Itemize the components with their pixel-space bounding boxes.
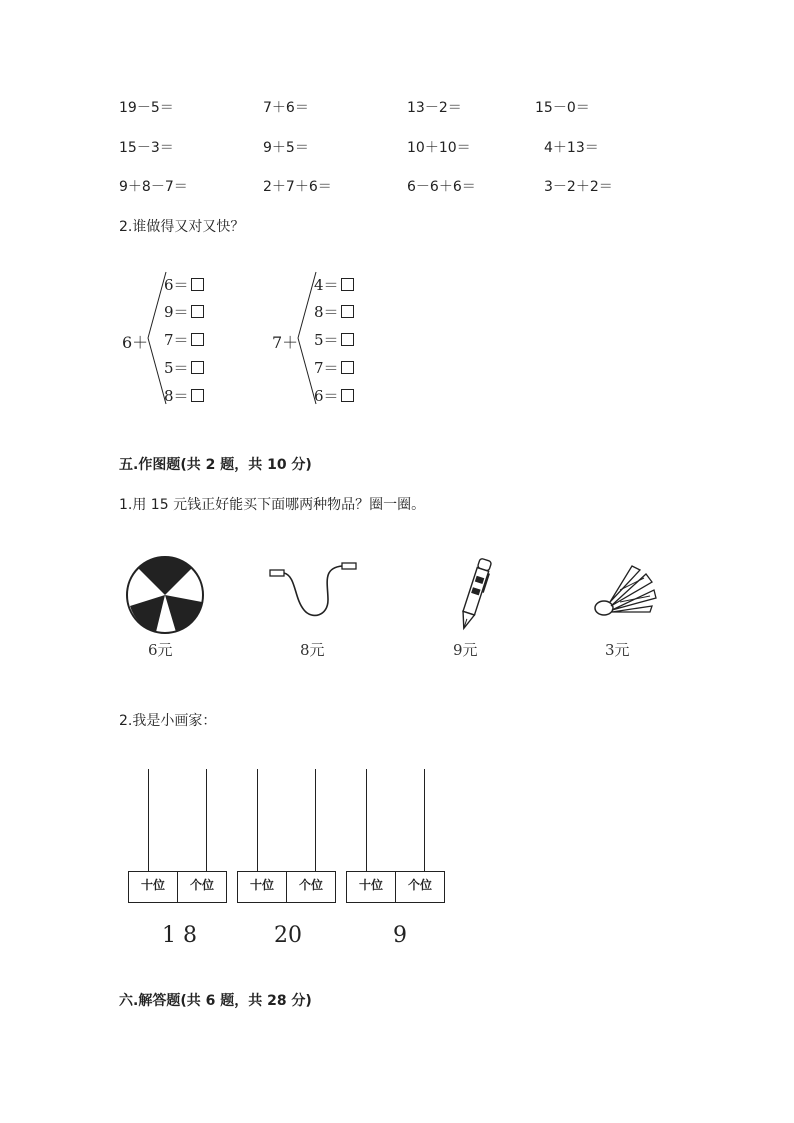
fan-item: 4＝ bbox=[314, 274, 354, 295]
fan-item: 6＝ bbox=[314, 385, 354, 406]
place-value-number: 9 bbox=[393, 923, 407, 948]
place-value-table bbox=[237, 871, 335, 903]
pen-icon[interactable] bbox=[452, 554, 496, 640]
fan-base: 7＋ bbox=[272, 333, 299, 352]
price-label: 3元 bbox=[605, 641, 630, 659]
fan-item: 9＝ bbox=[164, 301, 204, 322]
equation: 4＋13＝ bbox=[544, 140, 599, 156]
jump-rope-icon[interactable] bbox=[266, 558, 360, 620]
price-label: 9元 bbox=[453, 641, 478, 659]
equation: 3－2＋2＝ bbox=[544, 179, 613, 195]
tens-rod[interactable] bbox=[366, 769, 367, 871]
place-value-frame bbox=[128, 769, 228, 904]
answer-box[interactable] bbox=[341, 389, 354, 402]
equation: 9＋8－7＝ bbox=[119, 179, 188, 195]
tens-cell: 十位 bbox=[128, 871, 178, 903]
tens-rod[interactable] bbox=[257, 769, 258, 871]
shuttlecock-icon[interactable] bbox=[592, 562, 662, 622]
fan-item: 8＝ bbox=[314, 301, 354, 322]
fan-item: 7＝ bbox=[314, 357, 354, 378]
equation: 7＋6＝ bbox=[263, 100, 309, 116]
question-5-2: 2.我是小画家： bbox=[119, 713, 217, 729]
equation: 15－0＝ bbox=[535, 100, 590, 116]
equation: 6－6＋6＝ bbox=[407, 179, 476, 195]
ones-cell: 个位 bbox=[177, 871, 227, 903]
place-value-frame bbox=[346, 769, 446, 904]
place-value-table bbox=[128, 871, 226, 903]
equation: 2＋7＋6＝ bbox=[263, 179, 332, 195]
equation: 10＋10＝ bbox=[407, 140, 471, 156]
answer-box[interactable] bbox=[191, 389, 204, 402]
answer-box[interactable] bbox=[191, 333, 204, 346]
price-label: 8元 bbox=[300, 641, 325, 659]
question-2-title: 2.谁做得又对又快？ bbox=[119, 219, 245, 235]
ball-icon[interactable] bbox=[124, 554, 206, 636]
equation: 13－2＝ bbox=[407, 100, 462, 116]
equation: 9＋5＝ bbox=[263, 140, 309, 156]
fan-item: 7＝ bbox=[164, 329, 204, 350]
answer-box[interactable] bbox=[191, 305, 204, 318]
ones-rod[interactable] bbox=[424, 769, 425, 871]
answer-box[interactable] bbox=[341, 333, 354, 346]
answer-box[interactable] bbox=[341, 278, 354, 291]
ones-rod[interactable] bbox=[206, 769, 207, 871]
ones-rod[interactable] bbox=[315, 769, 316, 871]
question-5-1: 1.用 15 元钱正好能买下面哪两种物品？圈一圈。 bbox=[119, 497, 426, 513]
section-6-heading: 六.解答题(共 6 题，共 28 分) bbox=[119, 993, 312, 1009]
place-value-frame bbox=[237, 769, 337, 904]
ones-cell: 个位 bbox=[395, 871, 445, 903]
fan-item: 8＝ bbox=[164, 385, 204, 406]
answer-box[interactable] bbox=[191, 278, 204, 291]
fan-item: 6＝ bbox=[164, 274, 204, 295]
answer-box[interactable] bbox=[191, 361, 204, 374]
ones-cell: 个位 bbox=[286, 871, 336, 903]
place-value-number: 20 bbox=[274, 923, 302, 948]
tens-cell: 十位 bbox=[237, 871, 287, 903]
equation: 15－3＝ bbox=[119, 140, 174, 156]
price-label: 6元 bbox=[148, 641, 173, 659]
answer-box[interactable] bbox=[341, 361, 354, 374]
tens-rod[interactable] bbox=[148, 769, 149, 871]
answer-box[interactable] bbox=[341, 305, 354, 318]
equation: 19－5＝ bbox=[119, 100, 174, 116]
fan-item: 5＝ bbox=[164, 357, 204, 378]
place-value-number: 1 8 bbox=[162, 923, 197, 948]
section-5-heading: 五.作图题(共 2 题，共 10 分) bbox=[119, 457, 312, 473]
fan-item: 5＝ bbox=[314, 329, 354, 350]
place-value-table bbox=[346, 871, 444, 903]
tens-cell: 十位 bbox=[346, 871, 396, 903]
fan-base: 6＋ bbox=[122, 333, 149, 352]
